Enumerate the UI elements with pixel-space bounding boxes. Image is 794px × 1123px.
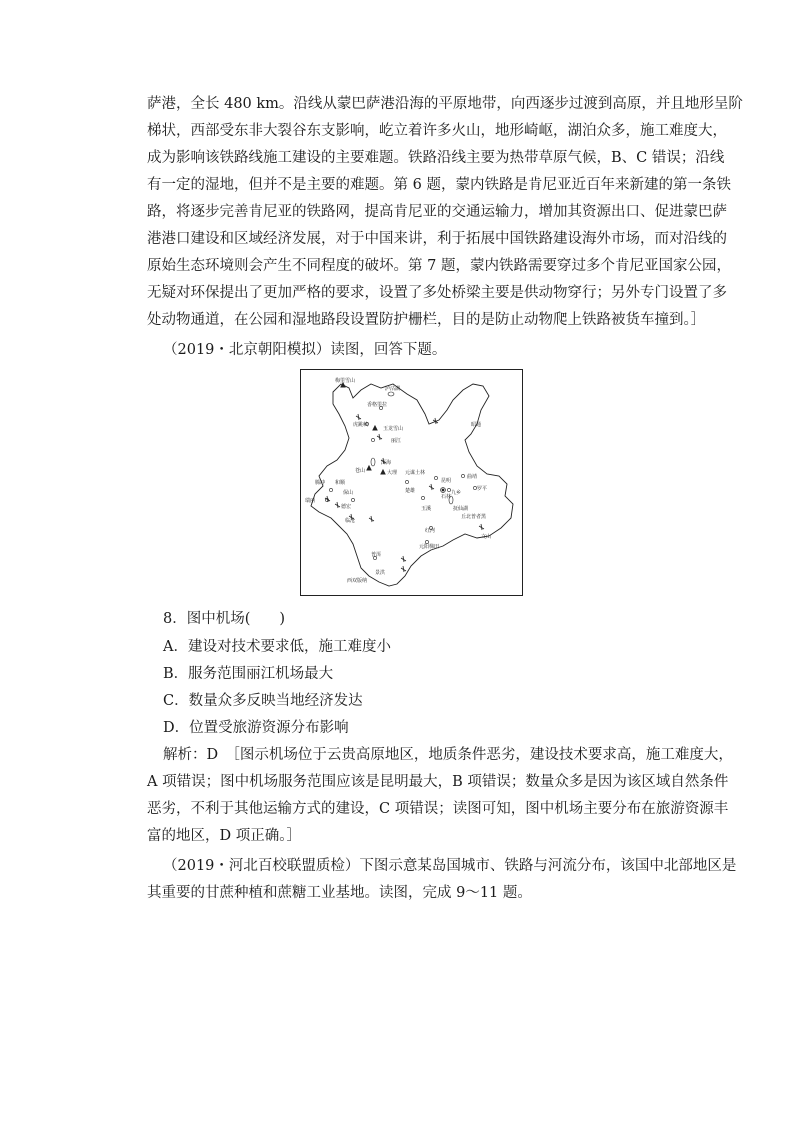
airport-icon [479,524,484,530]
map-label: 文山 [481,534,492,540]
text-line: 其重要的甘蔗种植和蔗糖工业基地。读图，完成 9～11 题。 [147,885,532,901]
city-dot [371,438,374,441]
map-label: 丽江 [391,438,402,444]
map-label: 梅里雪山 [335,378,356,384]
map-label: 元阳梯田 [419,544,440,550]
map-label: 香格里拉 [367,402,388,408]
text-line: 梯状，西部受东非大裂谷东支影响，屹立着许多火山，地形崎岖，湖泊众多，施工难度大， [147,123,727,139]
map-label: 普洱 [371,552,382,558]
option-a: A．建设对技术要求低，施工难度小 [163,639,391,655]
map-label: 瑞丽 [305,498,316,504]
text-line: 原始生态环境则会产生不同程度的破坏。第 7 题，蒙内铁路需要穿过多个肯尼亚国家公园， [147,258,731,274]
map-labels [305,377,491,584]
airport-icon [356,414,361,420]
city-dot [461,474,464,477]
option-c: C．数量众多反映当地经济发达 [163,693,363,709]
map-label: 丘北普者黑 [461,514,487,520]
map-label: 元谋土林 [405,470,426,476]
text-line: 港港口建设和区域经济发展，对于中国来讲，利于拓展中国铁路建设海外市场，而对沿线的 [147,231,727,247]
option-d: D．位置受旅游资源分布影响 [163,720,349,736]
map-label: 和顺 [335,480,346,486]
map-label: 楚雄 [405,488,416,494]
map-label: 罗平 [477,486,488,492]
text-line: 解析：D ［图示机场位于云贵高原地区，地质条件恶劣，建设技术要求高，施工难度大， [163,747,733,763]
mountain-icon [367,466,371,470]
next-question-intro [147,853,737,907]
top-paragraph [147,91,743,334]
map-label: 玉龙雪山 [383,426,404,432]
city-dot [329,488,332,491]
map-label: 昆明 [441,478,452,484]
text-line: 成为影响该铁路线施工建设的主要难题。铁路沿线主要为热带草原气候，B、C 错误；沿线 [147,150,725,166]
airport-icon [429,484,434,490]
map-label: 临沧 [345,518,356,524]
map-label: 石林 [441,494,452,500]
city-dot [351,498,354,501]
yunnan-airport-map [300,369,523,596]
option-b: B．服务范围丽江机场最大 [163,666,334,682]
map-label: 德宏 [341,504,352,510]
airport-icon [401,566,406,572]
map-svg [301,370,522,595]
city-dot [421,496,424,499]
map-label: 景洪 [375,570,386,576]
question-source: （2019・北京朝阳模拟）读图，回答下题。 [163,342,447,358]
mountain-icon [373,426,377,430]
airport-icon [369,516,374,522]
map-label: 玉溪 [421,506,432,512]
city-dot [434,476,437,479]
text-line: （2019・河北百校联盟质检）下图示意某岛国城市、铁路与河流分布，该国中北部地区是 [163,858,737,874]
mountain-icon [381,470,385,474]
lake-lugu [388,392,394,396]
map-label: 泸沽湖 [385,386,401,392]
map-label: 大理 [387,470,398,476]
text-line: 处动物通道，在公园和湿地路段设置防护栅栏，目的是防止动物爬上铁路被货车撞到。］ [147,312,706,328]
map-label: 九乡 [451,490,462,496]
map-label: 虎跳峡 [353,422,369,428]
map-label: 保山 [343,490,354,496]
map-label: 红河 [425,528,436,534]
question-8-stem: 8．图中机场( ) [163,611,286,627]
text-line: 无疑对环保提出了更加严格的要求，设置了多处桥梁主要是供动物穿行；另外专门设置了多 [147,285,727,301]
analysis-8 [147,742,733,850]
text-line: A 项错误；图中机场服务范围应该是昆明最大，B 项错误；数量众多是因为该区域自然条件 [147,774,729,790]
city-dot [405,480,408,483]
map-label: 昭通 [471,422,482,428]
airport-icon [377,434,382,440]
text-line: 富的地区，D 项正确。］ [147,828,301,844]
map-label: 腾冲 [315,480,326,486]
map-label: 曲靖 [467,474,478,480]
text-line: 萨港，全长 480 km。沿线从蒙巴萨港沿海的平原地带，向西逐步过渡到高原，并且地形呈阶 [147,96,743,112]
map-label: 抚仙湖 [453,506,469,512]
text-line: 路，将逐步完善肯尼亚的铁路网，提高肯尼亚的交通运输力，增加其资源出口、促进蒙巴萨 [147,204,727,220]
map-markers [325,383,484,572]
text-line: 有一定的湿地，但并不是主要的难题。第 6 题，蒙内铁路是肯尼亚近百年来新建的第一条铁 [147,177,731,193]
map-label: 西双版纳 [347,578,368,584]
map-label: 苍山 [355,468,366,474]
lake-erhai [371,458,375,466]
airport-icon [335,502,340,508]
map-label: 洱海 [381,460,392,466]
capital-dot-inner [442,489,444,491]
text-line: 恶劣，不利于其他运输方式的建设，C 项错误；读图可知，图中机场主要分布在旅游资源丰 [147,801,729,817]
airport-icon [401,556,406,562]
